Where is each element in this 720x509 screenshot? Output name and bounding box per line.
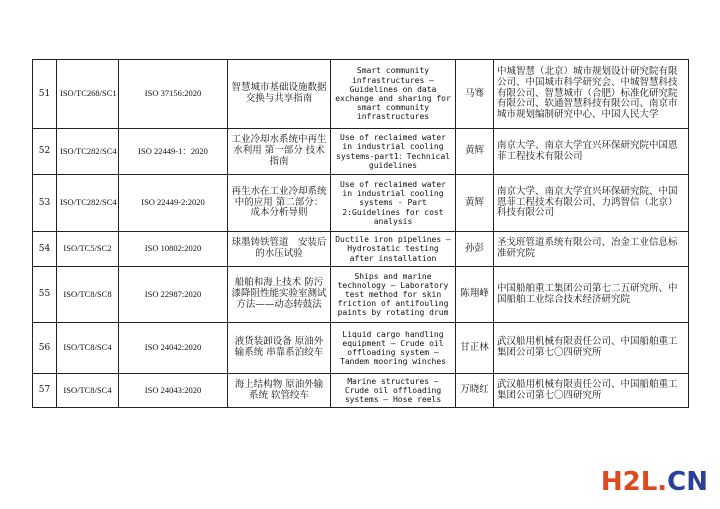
committee-cell: ISO/TC8/SC4	[57, 323, 119, 374]
table-row	[33, 60, 689, 129]
committee-cell: ISO/TC268/SC1	[57, 60, 119, 129]
organizations-cell: 中国船舶重工集团公司第七二五研究所、中国船舶工业综合技术经济研究院	[494, 267, 689, 323]
english-name-cell: Liquid cargo handling equipment — Crude oil offloading system —Tandem mooring winches	[331, 323, 456, 374]
english-name-cell: Use of reclaimed water in industrial cooling systems - Part 2:Guidelines for cost analysis	[331, 175, 456, 232]
committee-cell: ISO/TC8/SC8	[57, 267, 119, 323]
english-name-cell: Use of reclaimed water in industrial cooling systems-part1：Technical guidelines	[331, 129, 456, 175]
row-number: 52	[33, 129, 57, 175]
h2l-watermark-logo	[601, 467, 708, 497]
table-row	[33, 323, 689, 374]
table-row	[33, 129, 689, 175]
english-name-cell: Ships and marine technology — Laboratory test method for skin friction of antifouling paints by rotating drum	[331, 267, 456, 323]
committee-cell: ISO/TC282/SC4	[57, 175, 119, 232]
organizations-cell: 中城智慧（北京）城市规划设计研究院有限公司、中国城市科学研究会、中城智慧科技有限公司、智慧城市（合肥）标准化研究院有限公司、软通智慧科技有限公司、南京市城市规划编制研究中心、中国人民大学	[494, 60, 689, 129]
table-body	[33, 60, 689, 408]
watermark-cn: CN	[667, 467, 708, 497]
organizations-cell: 南京大学、南京大学宜兴环保研究院中国恩菲工程技术有限公司	[494, 129, 689, 175]
table-row	[33, 175, 689, 232]
watermark-dot: .	[657, 467, 668, 497]
contact-person-cell: 陈翔峰	[456, 267, 494, 323]
standard-number-cell: ISO 24042:2020	[119, 323, 228, 374]
standard-number-cell: ISO 22449-1：2020	[119, 129, 228, 175]
contact-person-cell: 马骞	[456, 60, 494, 129]
chinese-name-cell: 船舶和海上技术 防污漆降阻性能实验室测试方法——动态转鼓法	[228, 267, 331, 323]
organizations-cell: 武汉船用机械有限责任公司、中国船舶重工集团公司第七〇四研究所	[494, 374, 689, 408]
contact-person-cell: 万晓红	[456, 374, 494, 408]
table-row	[33, 267, 689, 323]
committee-cell: ISO/TC8/SC4	[57, 374, 119, 408]
standards-table-container	[32, 59, 689, 408]
chinese-name-cell: 液货装卸设备 原油外输系统 串靠系泊绞车	[228, 323, 331, 374]
organizations-cell: 圣戈班管道系统有限公司、冶金工业信息标准研究院	[494, 232, 689, 267]
row-number: 51	[33, 60, 57, 129]
standards-table	[32, 59, 689, 408]
contact-person-cell: 甘正林	[456, 323, 494, 374]
committee-cell: ISO/TC282/SC4	[57, 129, 119, 175]
standard-number-cell: ISO 22449-2:2020	[119, 175, 228, 232]
committee-cell: ISO/TC5/SC2	[57, 232, 119, 267]
chinese-name-cell: 再生水在工业冷却系统中的应用 第二部分：成本分析导则	[228, 175, 331, 232]
english-name-cell: Marine structures — Crude oil offloading systems — Hose reels	[331, 374, 456, 408]
chinese-name-cell: 海上结构物 原油外输系统 软管绞车	[228, 374, 331, 408]
standard-number-cell: ISO 37156:2020	[119, 60, 228, 129]
english-name-cell: Smart community infrastructures — Guidelines on data exchange and sharing for smart community infrastructures	[331, 60, 456, 129]
row-number: 53	[33, 175, 57, 232]
chinese-name-cell: 工业冷却水系统中再生水利用 第一部分 技术指南	[228, 129, 331, 175]
standard-number-cell: ISO 10802:2020	[119, 232, 228, 267]
standard-number-cell: ISO 24043:2020	[119, 374, 228, 408]
chinese-name-cell: 球墨铸铁管道 安装后的水压试验	[228, 232, 331, 267]
standard-number-cell: ISO 22987:2020	[119, 267, 228, 323]
contact-person-cell: 孙彭	[456, 232, 494, 267]
table-row	[33, 232, 689, 267]
contact-person-cell: 黄辉	[456, 129, 494, 175]
chinese-name-cell: 智慧城市基础设施数据交换与共享指南	[228, 60, 331, 129]
row-number: 57	[33, 374, 57, 408]
english-name-cell: Ductile iron pipelines — Hydrostatic testing after installation	[331, 232, 456, 267]
row-number: 56	[33, 323, 57, 374]
row-number: 54	[33, 232, 57, 267]
table-row	[33, 374, 689, 408]
row-number: 55	[33, 267, 57, 323]
contact-person-cell: 黄辉	[456, 175, 494, 232]
organizations-cell: 武汉船用机械有限责任公司、中国船舶重工集团公司第七〇四研究所	[494, 323, 689, 374]
watermark-h2l: H2L	[600, 467, 658, 497]
organizations-cell: 南京大学、南京大学宜兴环保研究院、中国恩菲工程技术有限公司、力鸿智信（北京）科技有限公司	[494, 175, 689, 232]
